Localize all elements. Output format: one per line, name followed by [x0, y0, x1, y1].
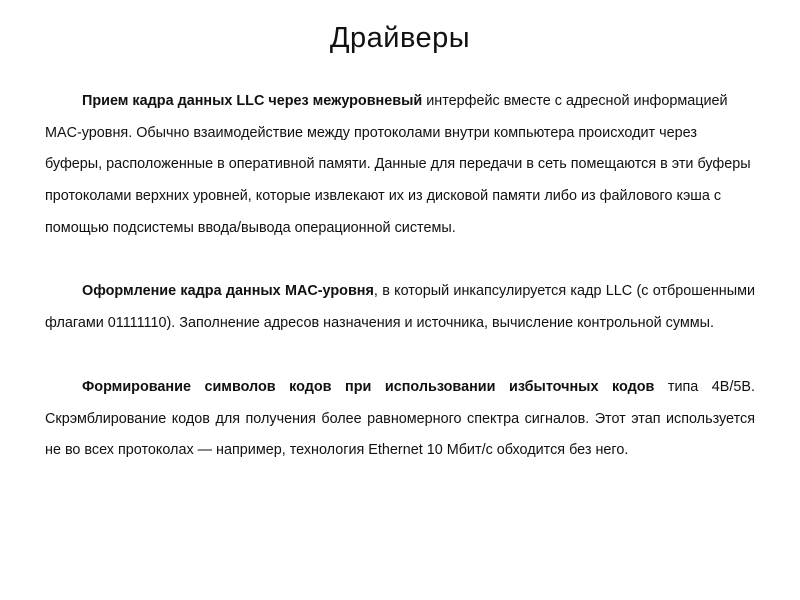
paragraph-llc-frame-reception — [45, 86, 755, 245]
paragraph-lead: Оформление кадра данных MAC-уровня — [82, 283, 374, 299]
paragraph-text: типа 4B/5B. Скрэмблирование кодов для получения более равномерного спектра сигналов. Этот этап используется не во всех протоколах — например, технология Ethernet 10 Мбит/с обходится без него. — [45, 379, 755, 459]
paragraph — [45, 276, 755, 339]
paragraph-lead: Прием кадра данных LLC через межуровневый — [82, 93, 423, 109]
paragraph-lead: Формирование символов кодов при использовании избыточных кодов — [82, 379, 655, 395]
paragraph-code-symbol-formation — [45, 372, 755, 467]
paragraph-text: интерфейс вместе с адресной информацией MAC-уровня. Обычно взаимодействие между протоколами внутри компьютера происходит через буферы, расположенные в оперативной памяти. Данные для передачи в сеть помещаются в эти буферы протоколами верхних уровней, которые извлекают их из дисковой памяти либо из файлового кэша с помощью подсистемы ввода/вывода операционной системы. — [45, 93, 751, 236]
paragraph — [45, 86, 755, 245]
paragraph — [45, 372, 755, 467]
paragraph-text: , в который инкапсулируется кадр LLC (с отброшенными флагами 01111110). Заполнение адресов назначения и источника, вычисление контрольной суммы. — [45, 283, 755, 331]
paragraph-mac-frame-formatting — [45, 276, 755, 339]
slide-title: Драйверы — [329, 22, 471, 54]
